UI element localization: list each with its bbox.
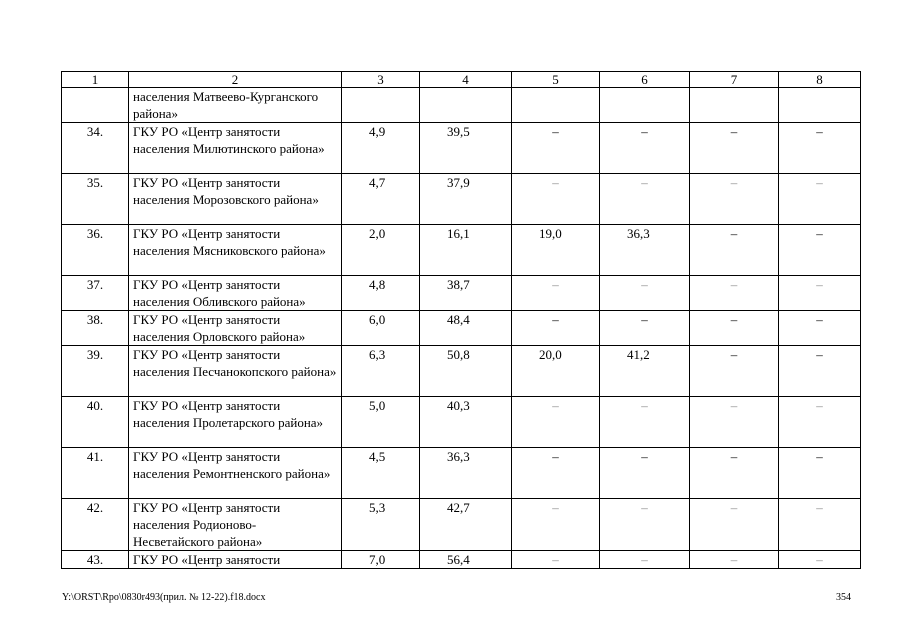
cell-name: ГКУ РО «Центр занятости населения Мясниковского района» bbox=[129, 225, 342, 276]
cell-value-6: – bbox=[600, 448, 690, 499]
cell-num: 38. bbox=[62, 311, 129, 346]
cell-value-7: – bbox=[690, 448, 779, 499]
cell-num: 36. bbox=[62, 225, 129, 276]
cell bbox=[512, 88, 600, 123]
cell-value-8: – bbox=[779, 397, 861, 448]
table-row bbox=[62, 123, 861, 174]
cell-value-8: – bbox=[779, 225, 861, 276]
table-row bbox=[62, 448, 861, 499]
cell-value-7: – bbox=[690, 499, 779, 551]
table-row bbox=[62, 551, 861, 569]
cell-value-7: – bbox=[690, 276, 779, 311]
cell-value-3: 6,0 bbox=[342, 311, 420, 346]
cell-value-5: – bbox=[512, 276, 600, 311]
cell-value-6: 41,2 bbox=[600, 346, 690, 397]
cell-name: ГКУ РО «Центр занятости населения Песчанокопского района» bbox=[129, 346, 342, 397]
table-row-continuation bbox=[62, 88, 861, 123]
cell-name: ГКУ РО «Центр занятости населения Пролетарского района» bbox=[129, 397, 342, 448]
cell-name: ГКУ РО «Центр занятости bbox=[129, 551, 342, 569]
cell bbox=[342, 88, 420, 123]
cell-value-5: – bbox=[512, 551, 600, 569]
cell-value-8: – bbox=[779, 551, 861, 569]
cell-name: ГКУ РО «Центр занятости населения Обливского района» bbox=[129, 276, 342, 311]
cell-value-4: 48,4 bbox=[420, 311, 512, 346]
cell-value-3: 5,0 bbox=[342, 397, 420, 448]
cell-value-5: – bbox=[512, 397, 600, 448]
cell-value-5: 20,0 bbox=[512, 346, 600, 397]
cell-value-5: – bbox=[512, 448, 600, 499]
cell-value-7: – bbox=[690, 225, 779, 276]
cell-num: 41. bbox=[62, 448, 129, 499]
cell-value-4: 50,8 bbox=[420, 346, 512, 397]
cell-name: ГКУ РО «Центр занятости населения Родионово-Несветайского района» bbox=[129, 499, 342, 551]
table-row bbox=[62, 174, 861, 225]
cell-num: 40. bbox=[62, 397, 129, 448]
cell-value-3: 4,5 bbox=[342, 448, 420, 499]
cell-value-4: 36,3 bbox=[420, 448, 512, 499]
cell-num bbox=[62, 88, 129, 123]
cell-value-5: – bbox=[512, 123, 600, 174]
cell-name: ГКУ РО «Центр занятости населения Морозовского района» bbox=[129, 174, 342, 225]
data-table bbox=[61, 71, 861, 569]
cell bbox=[600, 88, 690, 123]
column-header: 5 bbox=[512, 72, 600, 88]
cell-value-7: – bbox=[690, 551, 779, 569]
cell-value-5: 19,0 bbox=[512, 225, 600, 276]
table-row bbox=[62, 311, 861, 346]
cell-value-4: 56,4 bbox=[420, 551, 512, 569]
cell-value-6: – bbox=[600, 499, 690, 551]
cell-value-6: 36,3 bbox=[600, 225, 690, 276]
cell bbox=[779, 88, 861, 123]
cell-value-3: 4,9 bbox=[342, 123, 420, 174]
cell-value-8: – bbox=[779, 448, 861, 499]
cell-value-8: – bbox=[779, 311, 861, 346]
footer-page-number: 354 bbox=[836, 592, 851, 603]
table-row bbox=[62, 499, 861, 551]
column-header: 6 bbox=[600, 72, 690, 88]
cell-value-6: – bbox=[600, 311, 690, 346]
column-header: 1 bbox=[62, 72, 129, 88]
cell-value-6: – bbox=[600, 174, 690, 225]
cell-num: 42. bbox=[62, 499, 129, 551]
cell-value-3: 7,0 bbox=[342, 551, 420, 569]
cell-value-7: – bbox=[690, 174, 779, 225]
cell-num: 37. bbox=[62, 276, 129, 311]
table-row bbox=[62, 346, 861, 397]
column-header: 2 bbox=[129, 72, 342, 88]
column-header: 4 bbox=[420, 72, 512, 88]
cell-value-5: – bbox=[512, 499, 600, 551]
cell-name: ГКУ РО «Центр занятости населения Ремонтненского района» bbox=[129, 448, 342, 499]
cell-value-5: – bbox=[512, 174, 600, 225]
cell-value-8: – bbox=[779, 174, 861, 225]
table-header-row bbox=[62, 72, 861, 88]
cell-value-8: – bbox=[779, 346, 861, 397]
cell-num: 34. bbox=[62, 123, 129, 174]
table-row bbox=[62, 225, 861, 276]
cell-value-3: 4,7 bbox=[342, 174, 420, 225]
cell-num: 43. bbox=[62, 551, 129, 569]
cell-num: 35. bbox=[62, 174, 129, 225]
cell-value-8: – bbox=[779, 276, 861, 311]
cell-value-4: 39,5 bbox=[420, 123, 512, 174]
cell-name: ГКУ РО «Центр занятости населения Милютинского района» bbox=[129, 123, 342, 174]
cell-value-7: – bbox=[690, 397, 779, 448]
cell-name: населения Матвеево-Курганского района» bbox=[129, 88, 342, 123]
cell bbox=[420, 88, 512, 123]
cell-value-5: – bbox=[512, 311, 600, 346]
cell bbox=[690, 88, 779, 123]
cell-value-4: 40,3 bbox=[420, 397, 512, 448]
cell-value-8: – bbox=[779, 499, 861, 551]
cell-value-4: 16,1 bbox=[420, 225, 512, 276]
cell-value-3: 6,3 bbox=[342, 346, 420, 397]
cell-name: ГКУ РО «Центр занятости населения Орловского района» bbox=[129, 311, 342, 346]
column-header: 8 bbox=[779, 72, 861, 88]
cell-value-6: – bbox=[600, 397, 690, 448]
cell-value-6: – bbox=[600, 551, 690, 569]
cell-value-4: 38,7 bbox=[420, 276, 512, 311]
footer-file-path: Y:\ORST\Rpo\0830r493(прил. № 12-22).f18.docx bbox=[62, 592, 266, 603]
table-row bbox=[62, 397, 861, 448]
cell-value-4: 42,7 bbox=[420, 499, 512, 551]
cell-value-3: 4,8 bbox=[342, 276, 420, 311]
cell-value-7: – bbox=[690, 311, 779, 346]
cell-value-6: – bbox=[600, 123, 690, 174]
column-header: 3 bbox=[342, 72, 420, 88]
cell-value-7: – bbox=[690, 123, 779, 174]
cell-value-4: 37,9 bbox=[420, 174, 512, 225]
table-row bbox=[62, 276, 861, 311]
cell-value-3: 5,3 bbox=[342, 499, 420, 551]
cell-value-3: 2,0 bbox=[342, 225, 420, 276]
cell-value-6: – bbox=[600, 276, 690, 311]
cell-value-8: – bbox=[779, 123, 861, 174]
cell-num: 39. bbox=[62, 346, 129, 397]
cell-value-7: – bbox=[690, 346, 779, 397]
column-header: 7 bbox=[690, 72, 779, 88]
